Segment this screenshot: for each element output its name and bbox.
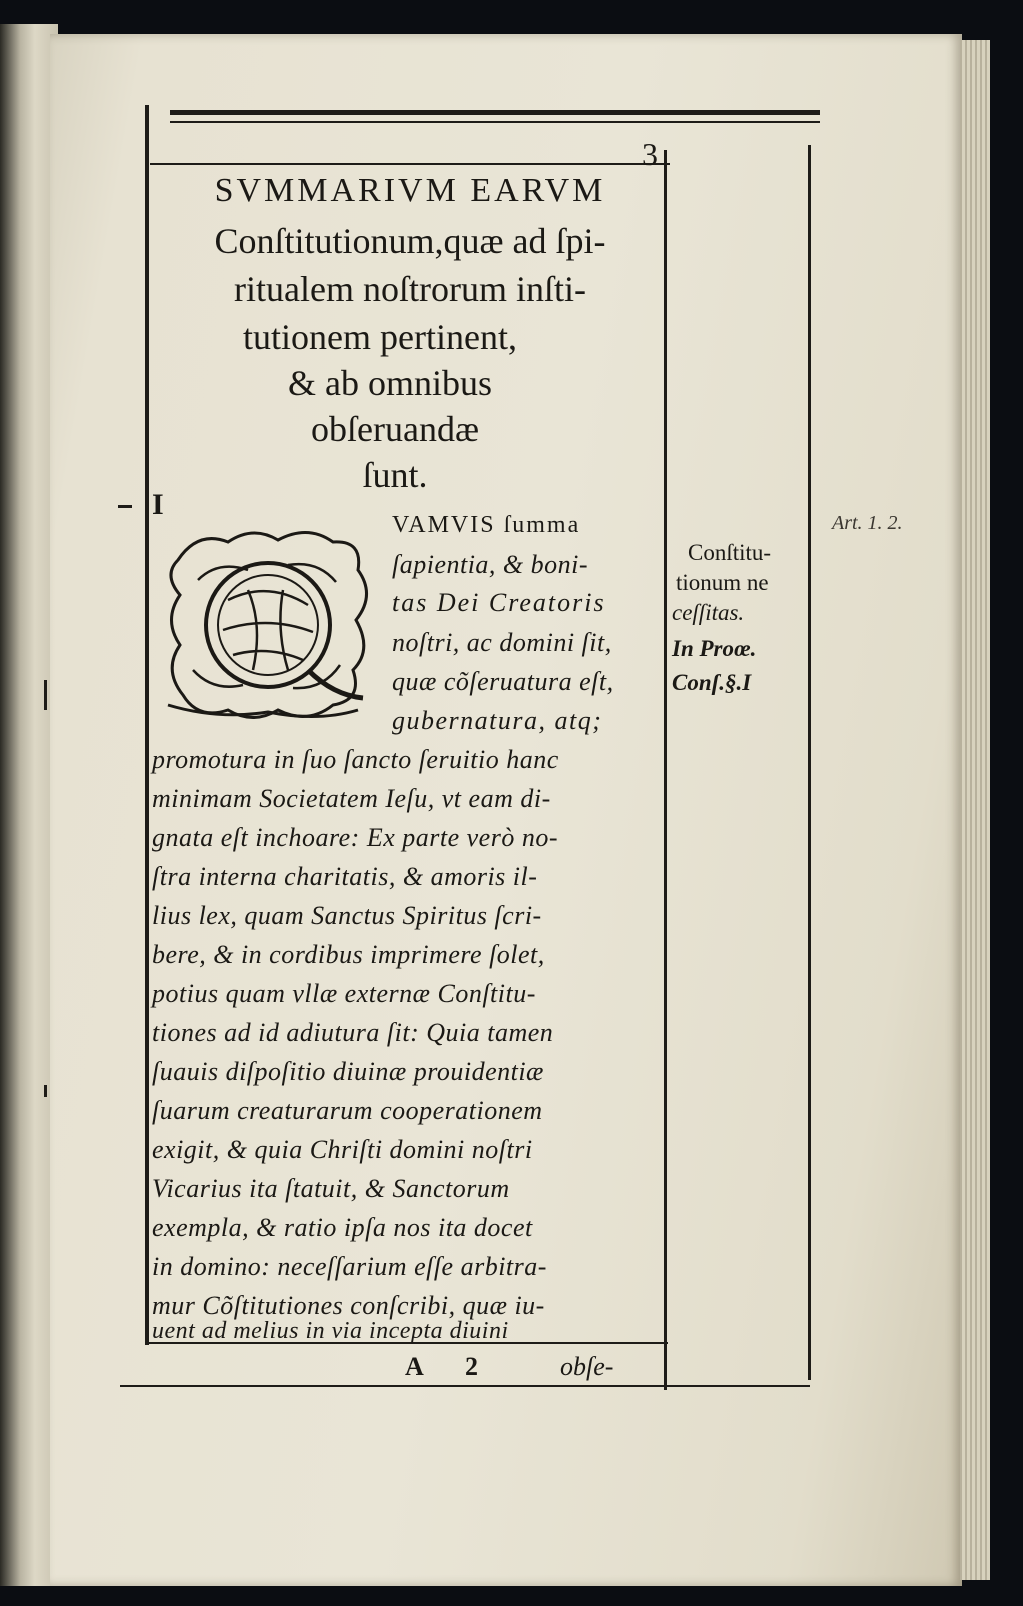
body-line-16: ſuarum creaturarum cooperationem	[152, 1096, 543, 1125]
page-edges	[960, 40, 990, 1580]
right-frame-rule	[808, 145, 811, 1380]
title-line-6: obſeruandæ	[311, 409, 479, 449]
title-line-1: SVMMARIVM EARVM	[214, 172, 606, 209]
body-line-19: exempla, & ratio ipſa nos ita docet	[152, 1213, 533, 1242]
handwritten-note: Art. 1. 2.	[832, 512, 903, 534]
body-line-18: Vicarius ita ſtatuit, & Sanctorum	[152, 1174, 510, 1203]
body-line-5: quæ cõſeruatura eſt,	[392, 667, 614, 696]
side-note-line-1: Conſtitu-	[688, 540, 772, 565]
body-line-21: mur Cõſtitutiones conſcribi, quæ iu-	[152, 1291, 545, 1320]
title-line-5: & ab omnibus	[288, 363, 492, 403]
title-line-3: ritualem noſtrorum inſti-	[234, 269, 586, 309]
title-rule	[150, 163, 670, 165]
bottom-rule-outer	[120, 1385, 810, 1387]
body-line-11: lius lex, quam Sanctus Spiritus ſcri-	[152, 901, 542, 930]
decorated-initial	[158, 520, 378, 725]
body-line-14: tiones ad id adiutura ſit: Quia tamen	[152, 1018, 554, 1047]
side-note-line-3: ceſſitas.	[672, 600, 745, 625]
margin-dash	[118, 505, 132, 508]
side-note-line-5: Conſ.§.I	[672, 670, 752, 695]
body-line-4: noſtri, ac domini ſit,	[392, 628, 612, 657]
body-line-20: in domino: neceſſarium eſſe arbitra-	[152, 1252, 547, 1281]
signature-mark: A	[405, 1352, 424, 1381]
body-line-8: minimam Societatem Ieſu, vt eam di-	[152, 784, 551, 813]
side-note-line-2: tionum ne	[676, 570, 769, 595]
body-line-3: tas Dei Creatoris	[392, 588, 606, 617]
body-line-2: ſapientia, & boni-	[392, 550, 589, 579]
margin-mark-1	[44, 680, 47, 710]
body-line-9: gnata eſt inchoare: Ex parte verò no-	[152, 823, 558, 852]
title-line-4: tutionem pertinent,	[243, 317, 517, 357]
body-line-15: ſuauis diſpoſitio diuinæ prouidentiæ	[152, 1057, 544, 1086]
side-note-line-4: In Proœ.	[672, 636, 757, 661]
title-line-7: ſunt.	[362, 455, 428, 495]
ornament-icon	[158, 520, 378, 725]
title-line-2: Conſtitutionum,quæ ad ſpi-	[214, 221, 606, 261]
inner-column-rule	[664, 150, 667, 1390]
body-line-17: exigit, & quia Chriſti domini noſtri	[152, 1135, 533, 1164]
signature-number: 2	[465, 1352, 478, 1381]
catchword: obſe-	[560, 1352, 614, 1381]
body-line-22: uent ad melius in via incepta diuini	[152, 1318, 509, 1344]
body-line-12: bere, & in cordibus imprimere ſolet,	[152, 940, 545, 969]
section-number: I	[152, 488, 164, 521]
body-line-10: ſtra interna charitatis, & amoris il-	[152, 862, 538, 891]
left-frame-rule	[145, 105, 149, 1345]
body-line-7: promotura in ſuo ſancto ſeruitio hanc	[152, 745, 559, 774]
body-line-1: VAMVIS ſumma	[392, 512, 581, 538]
margin-mark-2	[44, 1085, 47, 1097]
top-rule-thin	[170, 121, 820, 123]
body-line-13: potius quam vllæ externæ Conſtitu-	[152, 979, 536, 1008]
top-double-rule	[170, 110, 820, 115]
page-number: 3	[642, 136, 658, 172]
body-line-6: gubernatura, atq;	[392, 706, 603, 735]
